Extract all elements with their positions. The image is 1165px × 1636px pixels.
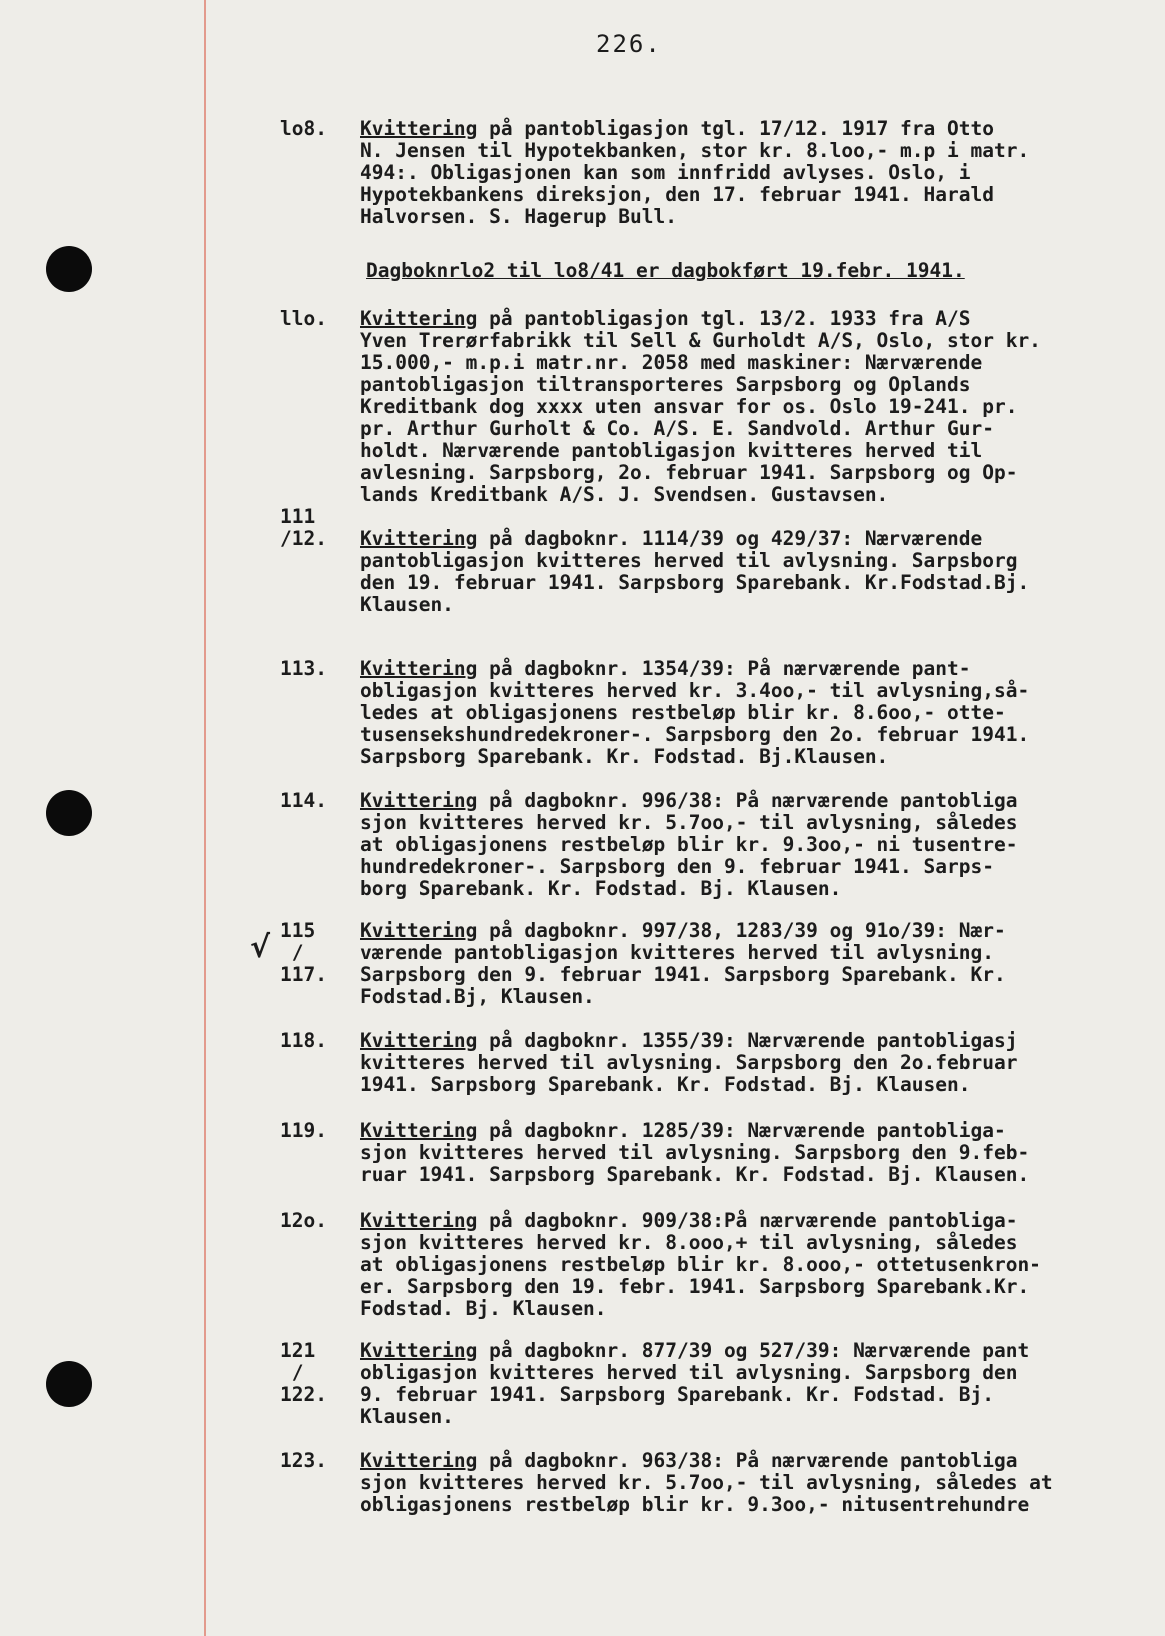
binder-hole [46,246,92,292]
entry-text [360,1340,1160,1428]
entry-line: Fodstad. Bj. Klausen. [360,1297,607,1320]
entry-text [360,1450,1160,1516]
entry-line: avlesning. Sarpsborg, 2o. februar 1941. Sarpsborg og Op- [360,461,1018,484]
entry-number-line: 115 [280,919,316,942]
entry-line: Sarpsborg Sparebank. Kr. Fodstad. Bj.Klausen. [360,745,889,768]
entry-first-line [360,308,1160,330]
entry-number [280,1450,360,1472]
entry-number [280,308,360,330]
entry-line: borg Sparebank. Kr. Fodstad. Bj. Klausen. [360,877,842,900]
entry-line: obligasjon kvitteres herved kr. 3.4oo,- til avlysning,så- [360,679,1030,702]
entry-text [360,658,1160,768]
entry-first-line-text: på dagboknr. 963/38: På nærværende pantobliga [477,1449,1018,1472]
entry-line: sjon kvitteres herved til avlysning. Sarpsborg den 9.feb- [360,1141,1030,1164]
entry-first-line [360,528,1160,550]
entry-first-line-text: på dagboknr. 1354/39: På nærværende pant- [477,657,971,680]
page-number: 226. [596,30,662,58]
entry-keyword: Kvittering [360,789,478,812]
entry-line: Klausen. [360,593,454,616]
entry-first-line-text: på dagboknr. 1285/39: Nærværende pantobliga- [477,1119,1006,1142]
entry-first-line [360,1210,1160,1232]
entry-keyword: Kvittering [360,307,478,330]
entry-line: tusensekshundredekroner-. Sarpsborg den 2o. februar 1941. [360,723,1030,746]
entry-text [360,1210,1160,1320]
entry-number-line: 12o. [280,1209,327,1232]
entry-text [360,308,1160,506]
entry-keyword: Kvittering [360,1029,478,1052]
entry-line: Hypotekbankens direksjon, den 17. februar 1941. Harald [360,183,994,206]
entry-keyword: Kvittering [360,1209,478,1232]
entry-line: 9. februar 1941. Sarpsborg Sparebank. Kr. Fodstad. Bj. [360,1383,994,1406]
entry-first-line-text: på dagboknr. 997/38, 1283/39 og 91o/39: Nær- [477,919,1006,942]
entry-line: Sarpsborg den 9. februar 1941. Sarpsborg Sparebank. Kr. [360,963,1006,986]
entry-line: pantobligasjon tiltransporteres Sarpsborg og Oplands [360,373,971,396]
entry-line: værende pantobligasjon kvitteres herved til avlysning. [360,941,994,964]
entry-first-line-text: på pantobligasjon tgl. 17/12. 1917 fra Otto [477,117,994,140]
entry-keyword: Kvittering [360,1449,478,1472]
entry-line: 1941. Sarpsborg Sparebank. Kr. Fodstad. Bj. Klausen. [360,1073,971,1096]
entry-line: at obligasjonens restbeløp blir kr. 9.3oo,- ni tusentre- [360,833,1018,856]
entry-number-line: 114. [280,789,327,812]
entry-number-line: 117. [280,963,327,986]
entry-line: Klausen. [360,1405,454,1428]
summary-note: Dagboknrlo2 til lo8/41 er dagbokført 19.febr. 1941. [366,259,965,282]
entry-first-line-text: på pantobligasjon tgl. 13/2. 1933 fra A/S [477,307,971,330]
entry-number [280,1340,360,1406]
entry-number [280,506,360,550]
entry-number [280,658,360,680]
margin-rule [204,0,206,1636]
entry-line: 494:. Obligasjonen kan som innfridd avlyses. Oslo, i [360,161,971,184]
entry-number-line: / [280,1361,304,1384]
entry-first-line-text: på dagboknr. 996/38: På nærværende pantobliga [477,789,1018,812]
entry-first-line-text: på dagboknr. 1114/39 og 429/37: Nærværende [477,527,983,550]
entry-line: obligasjon kvitteres herved til avlysning. Sarpsborg den [360,1361,1018,1384]
entry-first-line [360,920,1160,942]
entry-text [360,790,1160,900]
entry-number-line: llo. [280,307,327,330]
entry-first-line [360,1340,1160,1362]
entry-line: at obligasjonens restbeløp blir kr. 8.ooo,- ottetusenkron- [360,1253,1041,1276]
entry-number [280,1030,360,1052]
entry-line: 15.000,- m.p.i matr.nr. 2058 med maskiner: Nærværende [360,351,983,374]
entry-first-line-text: på dagboknr. 1355/39: Nærværende pantobligasj [477,1029,1018,1052]
entry-line: hundredekroner-. Sarpsborg den 9. februar 1941. Sarps- [360,855,994,878]
entry-line: sjon kvitteres herved kr. 5.7oo,- til avlysning, således [360,811,1018,834]
entry-keyword: Kvittering [360,919,478,942]
entry-line: lands Kreditbank A/S. J. Svendsen. Gustavsen. [360,483,889,506]
entry-number-line: 123. [280,1449,327,1472]
entry-number-line: lo8. [280,117,327,140]
binder-hole [46,1361,92,1407]
entry-number-line: 119. [280,1119,327,1142]
entry-line: Halvorsen. S. Hagerup Bull. [360,205,677,228]
entry-text [360,1120,1160,1186]
entry-line: er. Sarpsborg den 19. febr. 1941. Sarpsborg Sparebank.Kr. [360,1275,1030,1298]
entry-line: ledes at obligasjonens restbeløp blir kr. 8.6oo,- otte- [360,701,1006,724]
entry-line: obligasjonens restbeløp blir kr. 9.3oo,- nitusentrehundre [360,1493,1030,1516]
entry-text [360,1030,1160,1096]
entry-number-line: 118. [280,1029,327,1052]
entry-first-line [360,1120,1160,1142]
entry-text [360,920,1160,1008]
entry-number-line: /12. [280,527,327,550]
check-mark: √ [250,930,271,965]
entry-keyword: Kvittering [360,657,478,680]
entry-line: kvitteres herved til avlysning. Sarpsborg den 2o.februar [360,1051,1018,1074]
entry-line: Kreditbank dog xxxx uten ansvar for os. Oslo 19-241. pr. [360,395,1018,418]
entry-number [280,1210,360,1232]
entry-first-line-text: på dagboknr. 877/39 og 527/39: Nærværende pant [477,1339,1030,1362]
entry-line: pantobligasjon kvitteres herved til avlysning. Sarpsborg [360,549,1018,572]
entry-first-line [360,658,1160,680]
entry-number [280,790,360,812]
entry-first-line-text: på dagboknr. 909/38:På nærværende pantobliga- [477,1209,1018,1232]
entry-number-line: 122. [280,1383,327,1406]
entry-text [360,528,1160,616]
entry-number-line: 113. [280,657,327,680]
entry-line: ruar 1941. Sarpsborg Sparebank. Kr. Fodstad. Bj. Klausen. [360,1163,1030,1186]
entry-keyword: Kvittering [360,117,478,140]
entry-line: sjon kvitteres herved kr. 8.ooo,+ til avlysning, således [360,1231,1018,1254]
entry-line: Fodstad.Bj, Klausen. [360,985,595,1008]
entry-keyword: Kvittering [360,1339,478,1362]
entry-first-line [360,790,1160,812]
entry-line: pr. Arthur Gurholt & Co. A/S. E. Sandvold. Arthur Gur- [360,417,994,440]
entry-number [280,920,360,986]
entry-text [360,118,1160,228]
entry-line: den 19. februar 1941. Sarpsborg Sparebank. Kr.Fodstad.Bj. [360,571,1030,594]
entry-number-line: 111 [280,505,316,528]
entry-line: holdt. Nærværende pantobligasjon kvitteres herved til [360,439,983,462]
binder-hole [46,790,92,836]
entry-line: Yven Trerørfabrikk til Sell & Gurholdt A/S, Oslo, stor kr. [360,329,1041,352]
entry-first-line [360,1030,1160,1052]
entry-line: N. Jensen til Hypotekbanken, stor kr. 8.loo,- m.p i matr. [360,139,1030,162]
entry-number-line: / [280,941,304,964]
entry-first-line [360,1450,1160,1472]
entry-line: sjon kvitteres herved kr. 5.7oo,- til avlysning, således at [360,1471,1053,1494]
entry-keyword: Kvittering [360,1119,478,1142]
entry-number [280,1120,360,1142]
entry-first-line [360,118,1160,140]
entry-number-line: 121 [280,1339,316,1362]
entry-number [280,118,360,140]
entry-keyword: Kvittering [360,527,478,550]
